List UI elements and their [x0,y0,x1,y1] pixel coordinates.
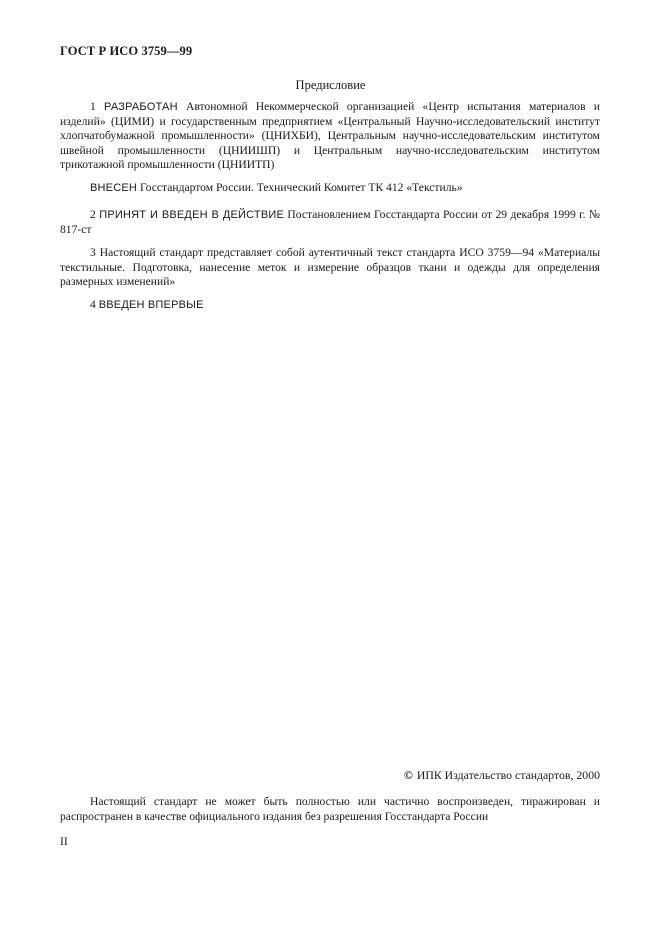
item-1-developed-by [60,100,600,173]
item-introduced-by [60,181,600,196]
copyright-line [404,768,600,783]
introduced-text: Госстандартом России. Технический Комитет ТК 412 «Текстиль» [137,181,463,194]
item-3-authentic-text [60,246,600,290]
introduced-keyword: ВНЕСЕН [90,182,138,194]
item-3-text: Настоящий стандарт представляет собой аутентичный текст стандарта ИСО 3759—94 «Материалы текстильные. Подготовка, нанесение меток и измерение образцов ткани и одежды для определения размерных изменений» [60,246,600,288]
item-1-text: Автономной Некоммерческой организацией «Центр испытания материалов и изделий» (ЦИМИ) и государственным предприятием «Центральный Научно-исследовательский институт хлопчатобумажной промышленности» (ЦНИХБИ), Центральным научно-исследовательским институтом швейной промышленности (ЦНИИШП) и Центральным научно-исследовательским институтом трикотажной промышленности (ЦНИИТП) [60,100,600,171]
item-4-keyword: ВВЕДЕН ВПЕРВЫЕ [98,299,204,311]
page-number: II [60,835,68,848]
item-1-keyword: РАЗРАБОТАН [104,101,178,113]
item-3-number: 3 [90,246,100,259]
item-2-adopted [60,208,600,237]
item-2-number: 2 [90,208,100,221]
copyright-text: ИПК Издательство стандартов, 2000 [416,768,600,782]
document-code-header: ГОСТ Р ИСО 3759—99 [60,44,193,58]
reproduction-notice: Настоящий стандарт не может быть полностью или частично воспроизведен, тиражирован и распространен в качестве официального издания без разрешения Госстандарта России [60,795,600,823]
item-4-number: 4 [90,298,99,311]
item-4-first-introduced [60,298,600,313]
copyright-symbol: © [404,768,413,782]
foreword-title: Предисловие [295,78,366,92]
item-1-number: 1 [90,100,105,113]
item-2-keyword: ПРИНЯТ И ВВЕДЕН В ДЕЙСТВИЕ [99,209,285,221]
item-2-text: Постановлением Госстандарта России от 29 декабря 1999 г. № 817-ст [60,208,600,236]
